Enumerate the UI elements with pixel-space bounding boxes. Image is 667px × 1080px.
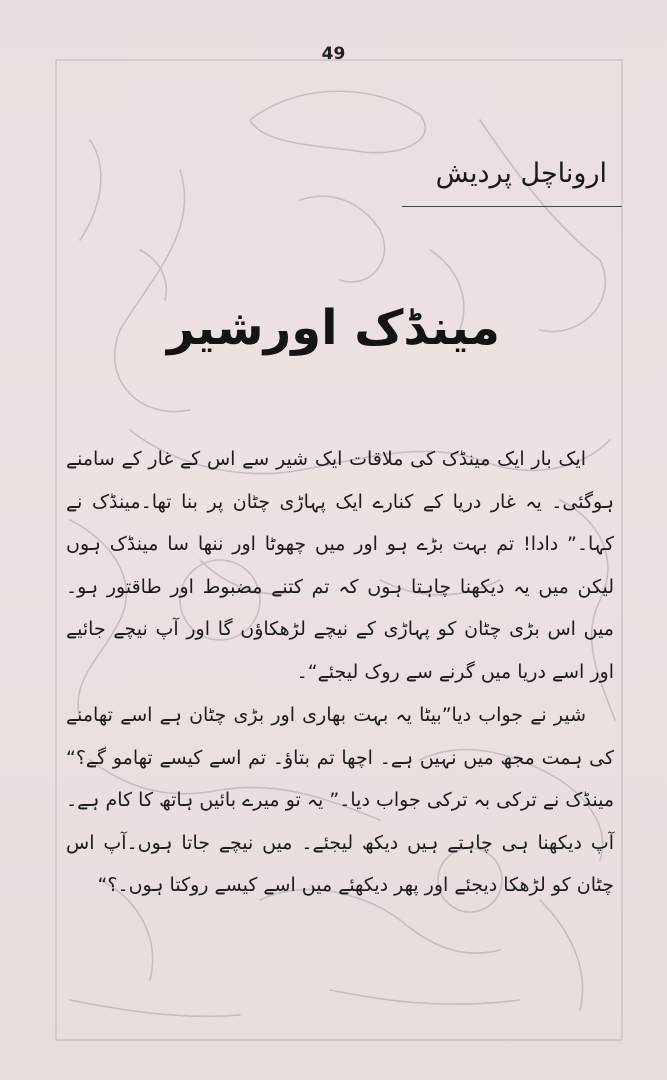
story-body bbox=[66, 438, 614, 907]
region-heading: اروناچل پردیش bbox=[435, 158, 607, 189]
story-paragraph: ایک بار ایک مینڈک کی ملاقات ایک شیر سے اس کے غار کے سامنے ہوگئی۔ یہ غار دریا کے کنارے ایک پہاڑی چٹان پر بنا تھا۔مینڈک نے کہا۔” دادا! تم بہت بڑے ہو اور میں چھوٹا اور ننھا سا مینڈک ہوں لیکن میں یہ دیکھنا چاہتا ہوں کہ تم کتنے مضبوط اور طاقتور ہو۔ میں اس بڑی چٹان کو پہاڑی کے نیچے لڑھکاؤں گا اور آپ نیچے جائیے اور اسے دریا میں گرنے سے روک لیجئے“۔ bbox=[66, 448, 614, 683]
story-paragraph: شیر نے جواب دیا”بیٹا یہ بہت بھاری اور بڑی چٹان ہے اسے تھامنے کی ہمت مجھ میں نہیں ہے۔ اچھا تم بتاؤ۔ تم اسے کیسے تھامو گے؟“ مینڈک نے ترکی بہ ترکی جواب دیا۔” یہ تو میرے بائیں ہاتھ کا کام ہے۔آپ دیکھنا ہی چاہتے ہیں دیکھ لیجئے۔ میں نیچے جاتا ہوں۔آپ اس چٹان کو لڑھکا دیجئے اور پھر دیکھئے میں اسے کیسے روکتا ہوں۔؟“ bbox=[66, 704, 614, 896]
story-title: مینڈک اورشیر bbox=[166, 300, 501, 356]
page-number: 49 bbox=[321, 44, 346, 64]
region-heading-underline bbox=[402, 206, 622, 207]
